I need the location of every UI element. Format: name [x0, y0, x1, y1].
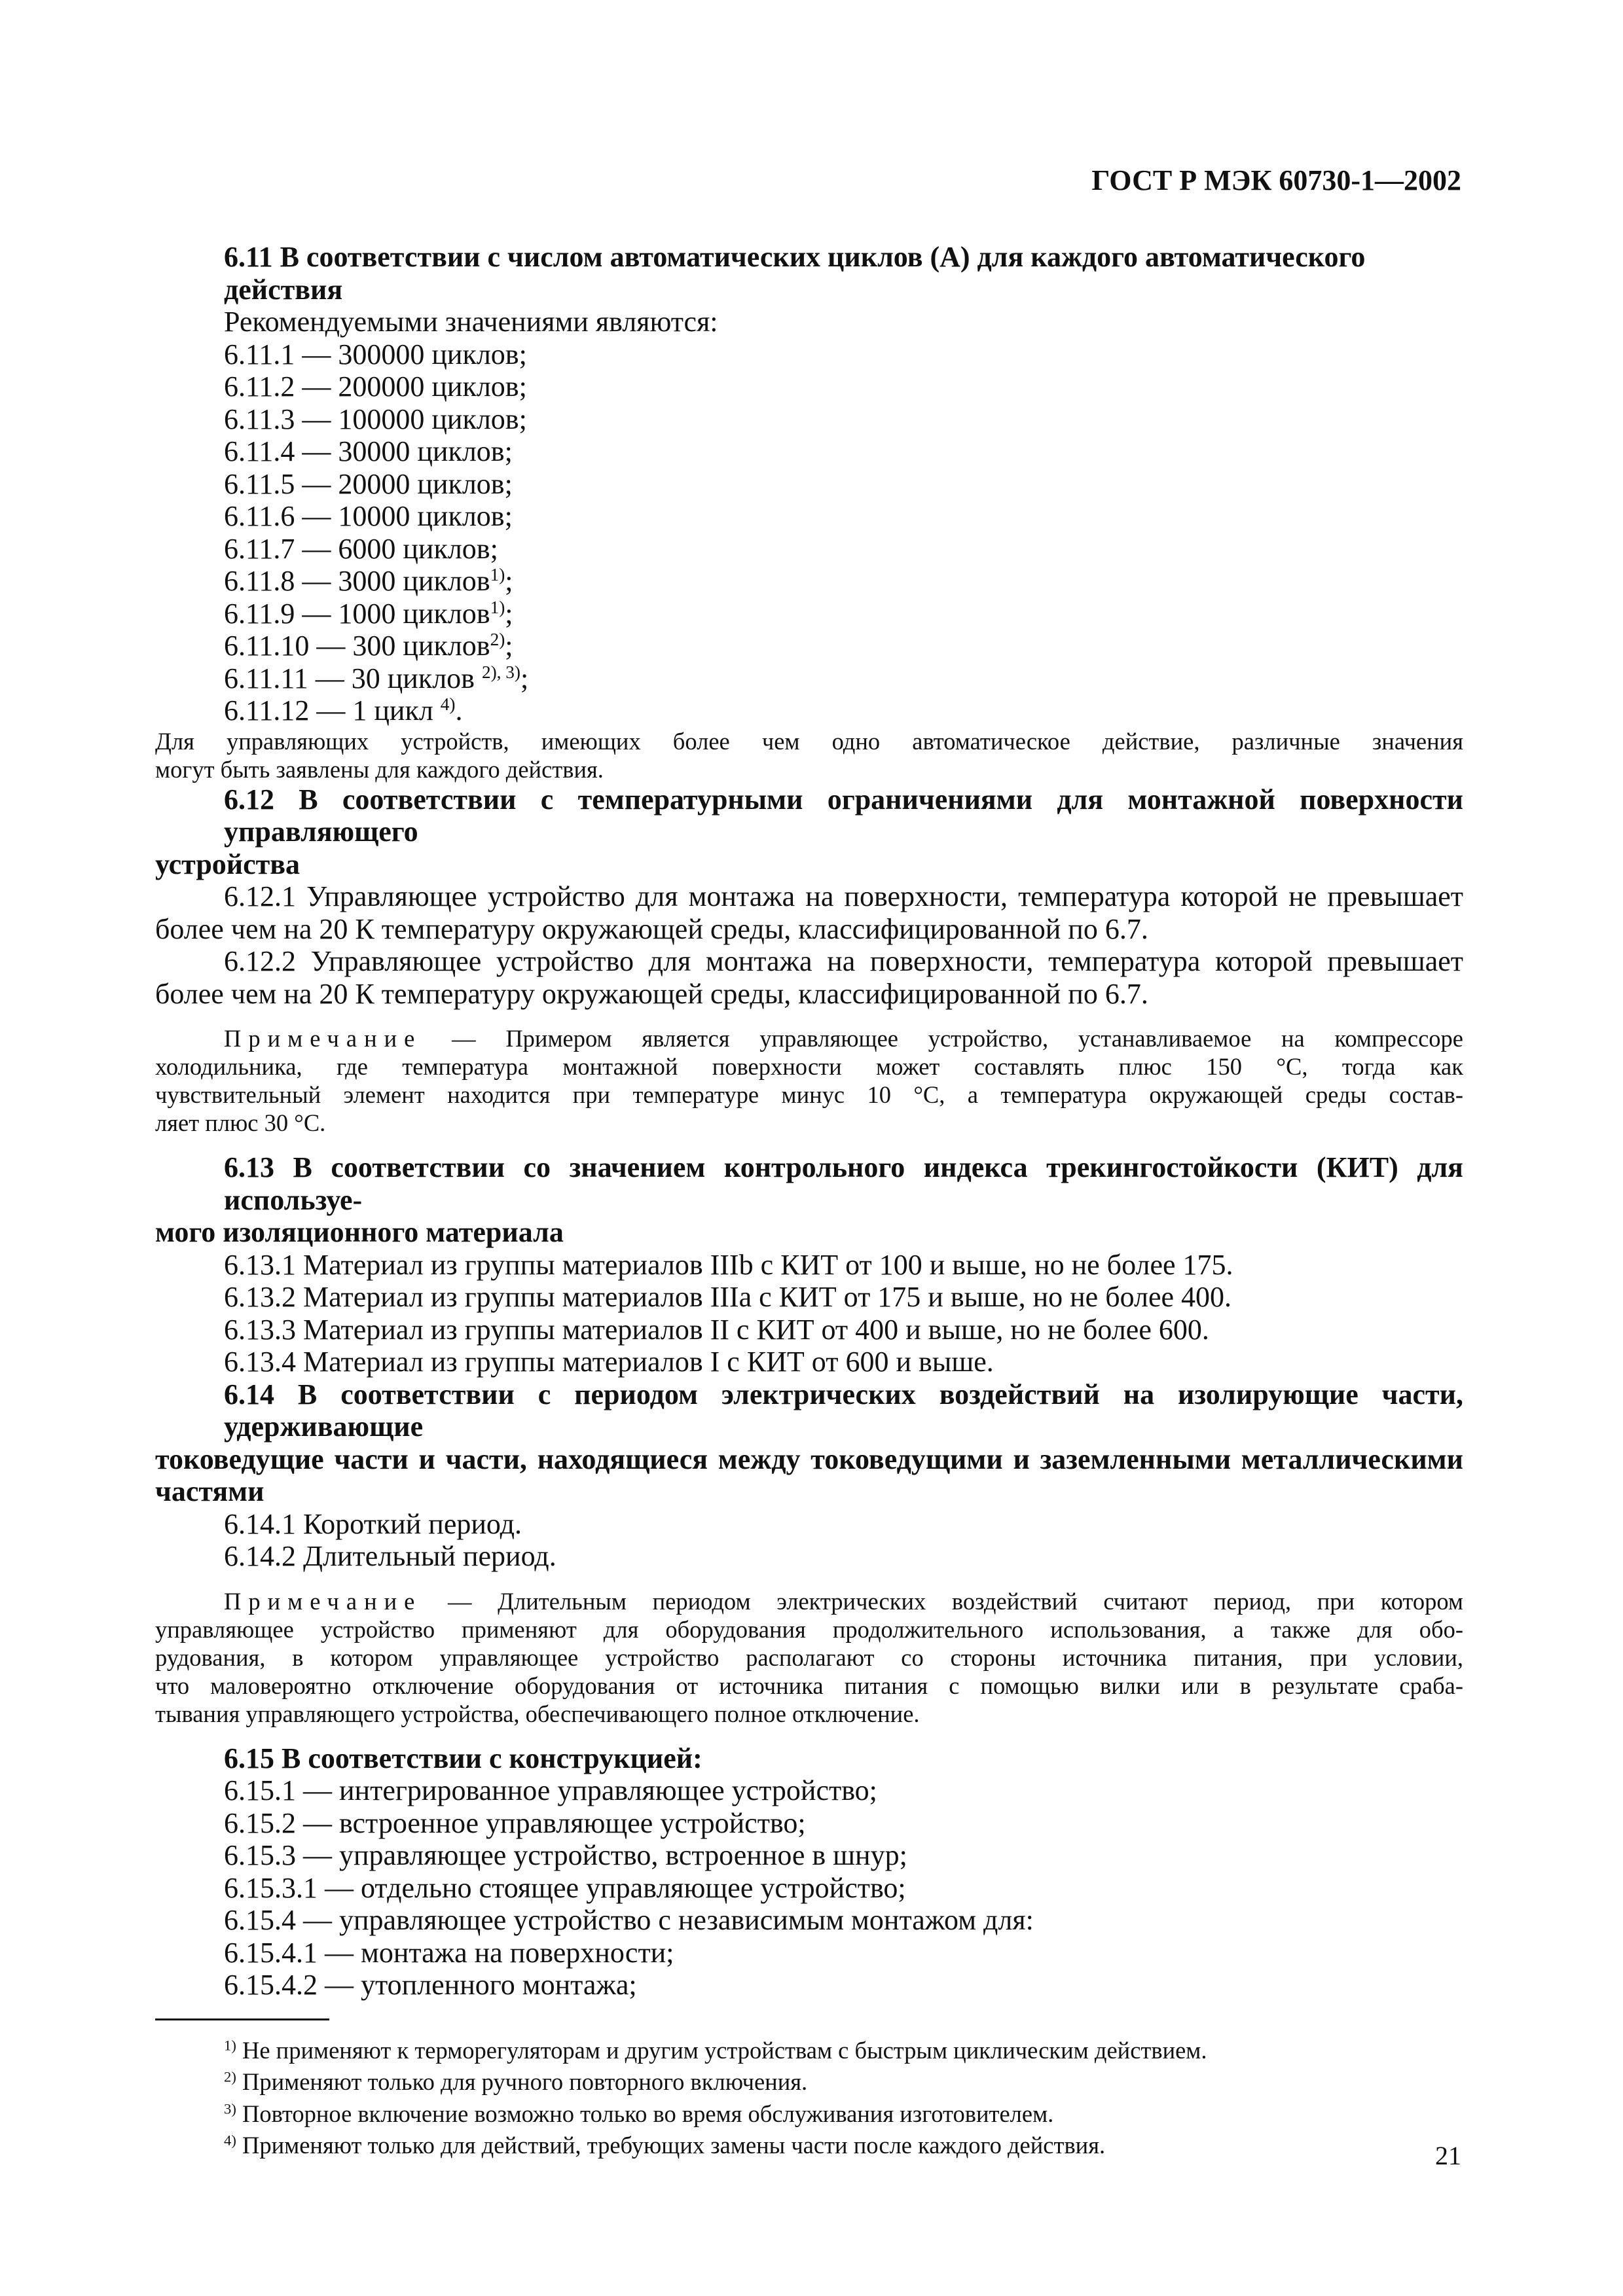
note-line: Примечание — Примером является управляющее устройство, устанавливаемое на компрессоре [224, 1025, 1463, 1052]
footnote: $^{1)}$ Не применяют к терморегуляторам и другим устройствам с быстрым циклическим действием. [224, 2036, 1207, 2064]
footnote-mark: 4) [224, 2132, 236, 2149]
list-item: 6.11.11 — 30 циклов $^{2), 3)}$; [224, 662, 529, 694]
footnote: $^{2)}$ Применяют только для ручного повторного включения. [224, 2068, 808, 2095]
note-line: чувствительный элемент находится при температуре минус 10 °С, а температура окружающей среды состав- [155, 1081, 1463, 1108]
note-line: тывания управляющего устройства, обеспечивающего полное отключение. [155, 1700, 920, 1727]
section-6-13-heading-cont: мого изоляционного материала [155, 1216, 564, 1248]
list-item: 6.11.2 — 200000 циклов; [224, 370, 527, 403]
footnote-mark: 3) [224, 2100, 236, 2117]
section-6-11-note-line: Для управляющих устройств, имеющих более чем одно автоматическое действие, различные значения [155, 727, 1463, 755]
section-6-12-heading: 6.12 В соответствии с температурными ограничениями для монтажной поверхности управляющего [224, 783, 1463, 848]
section-6-11-intro: Рекомендуемыми значениями являются: [224, 306, 718, 338]
note-label: Примечание [224, 1025, 422, 1052]
section-6-11-note-line: могут быть заявлены для каждого действия. [155, 755, 604, 783]
footnote: $^{3)}$ Повторное включение возможно только во время обслуживания изготовителем. [224, 2100, 1054, 2127]
document-header: ГОСТ Р МЭК 60730-1—2002 [1091, 164, 1461, 196]
note-line: Примечание — Длительным периодом электрических воздействий считают период, при котором [224, 1587, 1463, 1615]
footnote-ref[interactable]: 2), 3) [481, 662, 520, 682]
list-item: 6.13.4 Материал из группы материалов I с КИТ от 600 и выше. [224, 1346, 994, 1378]
list-item: 6.15.3 — управляющее устройство, встроенное в шнур; [224, 1839, 907, 1871]
list-item: 6.11.8 — 3000 циклов$^{1)}$; [224, 565, 513, 597]
list-item: 6.11.10 — 300 циклов$^{2)}$; [224, 630, 513, 662]
list-item: 6.11.6 — 10000 циклов; [224, 500, 513, 532]
section-6-12-heading-cont: устройства [155, 848, 301, 880]
footnote-ref[interactable]: 1) [490, 565, 505, 584]
list-item: 6.11.3 — 100000 циклов; [224, 403, 527, 435]
list-item: 6.11.7 — 6000 циклов; [224, 532, 498, 565]
list-item: 6.11.12 — 1 цикл $^{4)}$. [224, 694, 463, 726]
list-item: 6.11.1 — 300000 циклов; [224, 338, 527, 370]
list-item: 6.13.2 Материал из группы материалов IIIa с КИТ от 175 и выше, но не более 400. [224, 1281, 1232, 1313]
list-item: 6.13.3 Материал из группы материалов II с КИТ от 400 и выше, но не более 600. [224, 1313, 1209, 1346]
note-line: ляет плюс 30 °С. [155, 1109, 326, 1136]
list-item: 6.15.4.2 — утопленного монтажа; [224, 1969, 637, 2001]
paragraph-line: более чем на 20 К температуру окружающей среды, классифицированной по 6.7. [155, 912, 1148, 945]
paragraph-line: более чем на 20 К температуру окружающей среды, классифицированной по 6.7. [155, 977, 1148, 1010]
note-line: холодильника, где температура монтажной поверхности может составлять плюс 150 °С, тогда как [155, 1053, 1463, 1080]
footnote-divider [155, 2018, 329, 2020]
page-number: 21 [1435, 2141, 1461, 2170]
footnote-ref[interactable]: 2) [490, 630, 505, 649]
section-6-15-heading: 6.15 В соответствии с конструкцией: [224, 1742, 702, 1774]
paragraph-line: 6.12.2 Управляющее устройство для монтажа на поверхности, температура которой превышает [224, 945, 1463, 977]
note-line: управляющее устройство применяют для оборудования продолжительного использования, а также для обо- [155, 1615, 1463, 1643]
footnote-ref[interactable]: 1) [490, 597, 505, 617]
footnote-mark: 1) [224, 2037, 236, 2054]
list-item: 6.15.4 — управляющее устройство с независимым монтажом для: [224, 1904, 1034, 1936]
section-6-14-heading-cont: токоведущие части и части, находящиеся между токоведущими и заземленными металлическими [155, 1443, 1463, 1475]
list-item: 6.15.1 — интегрированное управляющее устройство; [224, 1774, 877, 1806]
note-label: Примечание [224, 1587, 422, 1615]
section-6-11-heading: 6.11 В соответствии с числом автоматических циклов (А) для каждого автоматического действия [224, 241, 1366, 306]
list-item: 6.15.3.1 — отдельно стоящее управляющее устройство; [224, 1871, 906, 1904]
list-item: 6.11.5 — 20000 циклов; [224, 467, 513, 500]
list-item: 6.14.1 Короткий период. [224, 1507, 522, 1540]
page-content [155, 241, 1463, 2162]
note-line: рудования, в котором управляющее устройство располагают со стороны источника питания, при условии, [155, 1643, 1463, 1671]
list-item: 6.14.2 Длительный период. [224, 1540, 556, 1572]
paragraph-line: 6.12.1 Управляющее устройство для монтажа на поверхности, температура которой не превышает [224, 880, 1463, 912]
footnote: $^{4)}$ Применяют только для действий, требующих замены части после каждого действия. [224, 2132, 1106, 2159]
list-item: 6.11.4 — 30000 циклов; [224, 435, 513, 467]
footnote-ref[interactable]: 4) [440, 694, 456, 714]
section-6-14-heading: 6.14 В соответствии с периодом электрических воздействий на изолирующие части, удерживающие [224, 1378, 1463, 1443]
list-item: 6.15.2 — встроенное управляющее устройство; [224, 1806, 806, 1839]
note-line: что маловероятно отключение оборудования от источника питания с помощью вилки или в результате сраба- [155, 1672, 1463, 1699]
section-6-14-heading-cont: частями [155, 1475, 264, 1507]
footnote-mark: 2) [224, 2068, 236, 2085]
list-item: 6.13.1 Материал из группы материалов IIIb с КИТ от 100 и выше, но не более 175. [224, 1248, 1233, 1281]
section-6-13-heading: 6.13 В соответствии со значением контрольного индекса трекингостойкости (КИТ) для используе- [224, 1151, 1463, 1216]
list-item: 6.11.9 — 1000 циклов$^{1)}$; [224, 597, 513, 630]
list-item: 6.15.4.1 — монтажа на поверхности; [224, 1936, 674, 1969]
